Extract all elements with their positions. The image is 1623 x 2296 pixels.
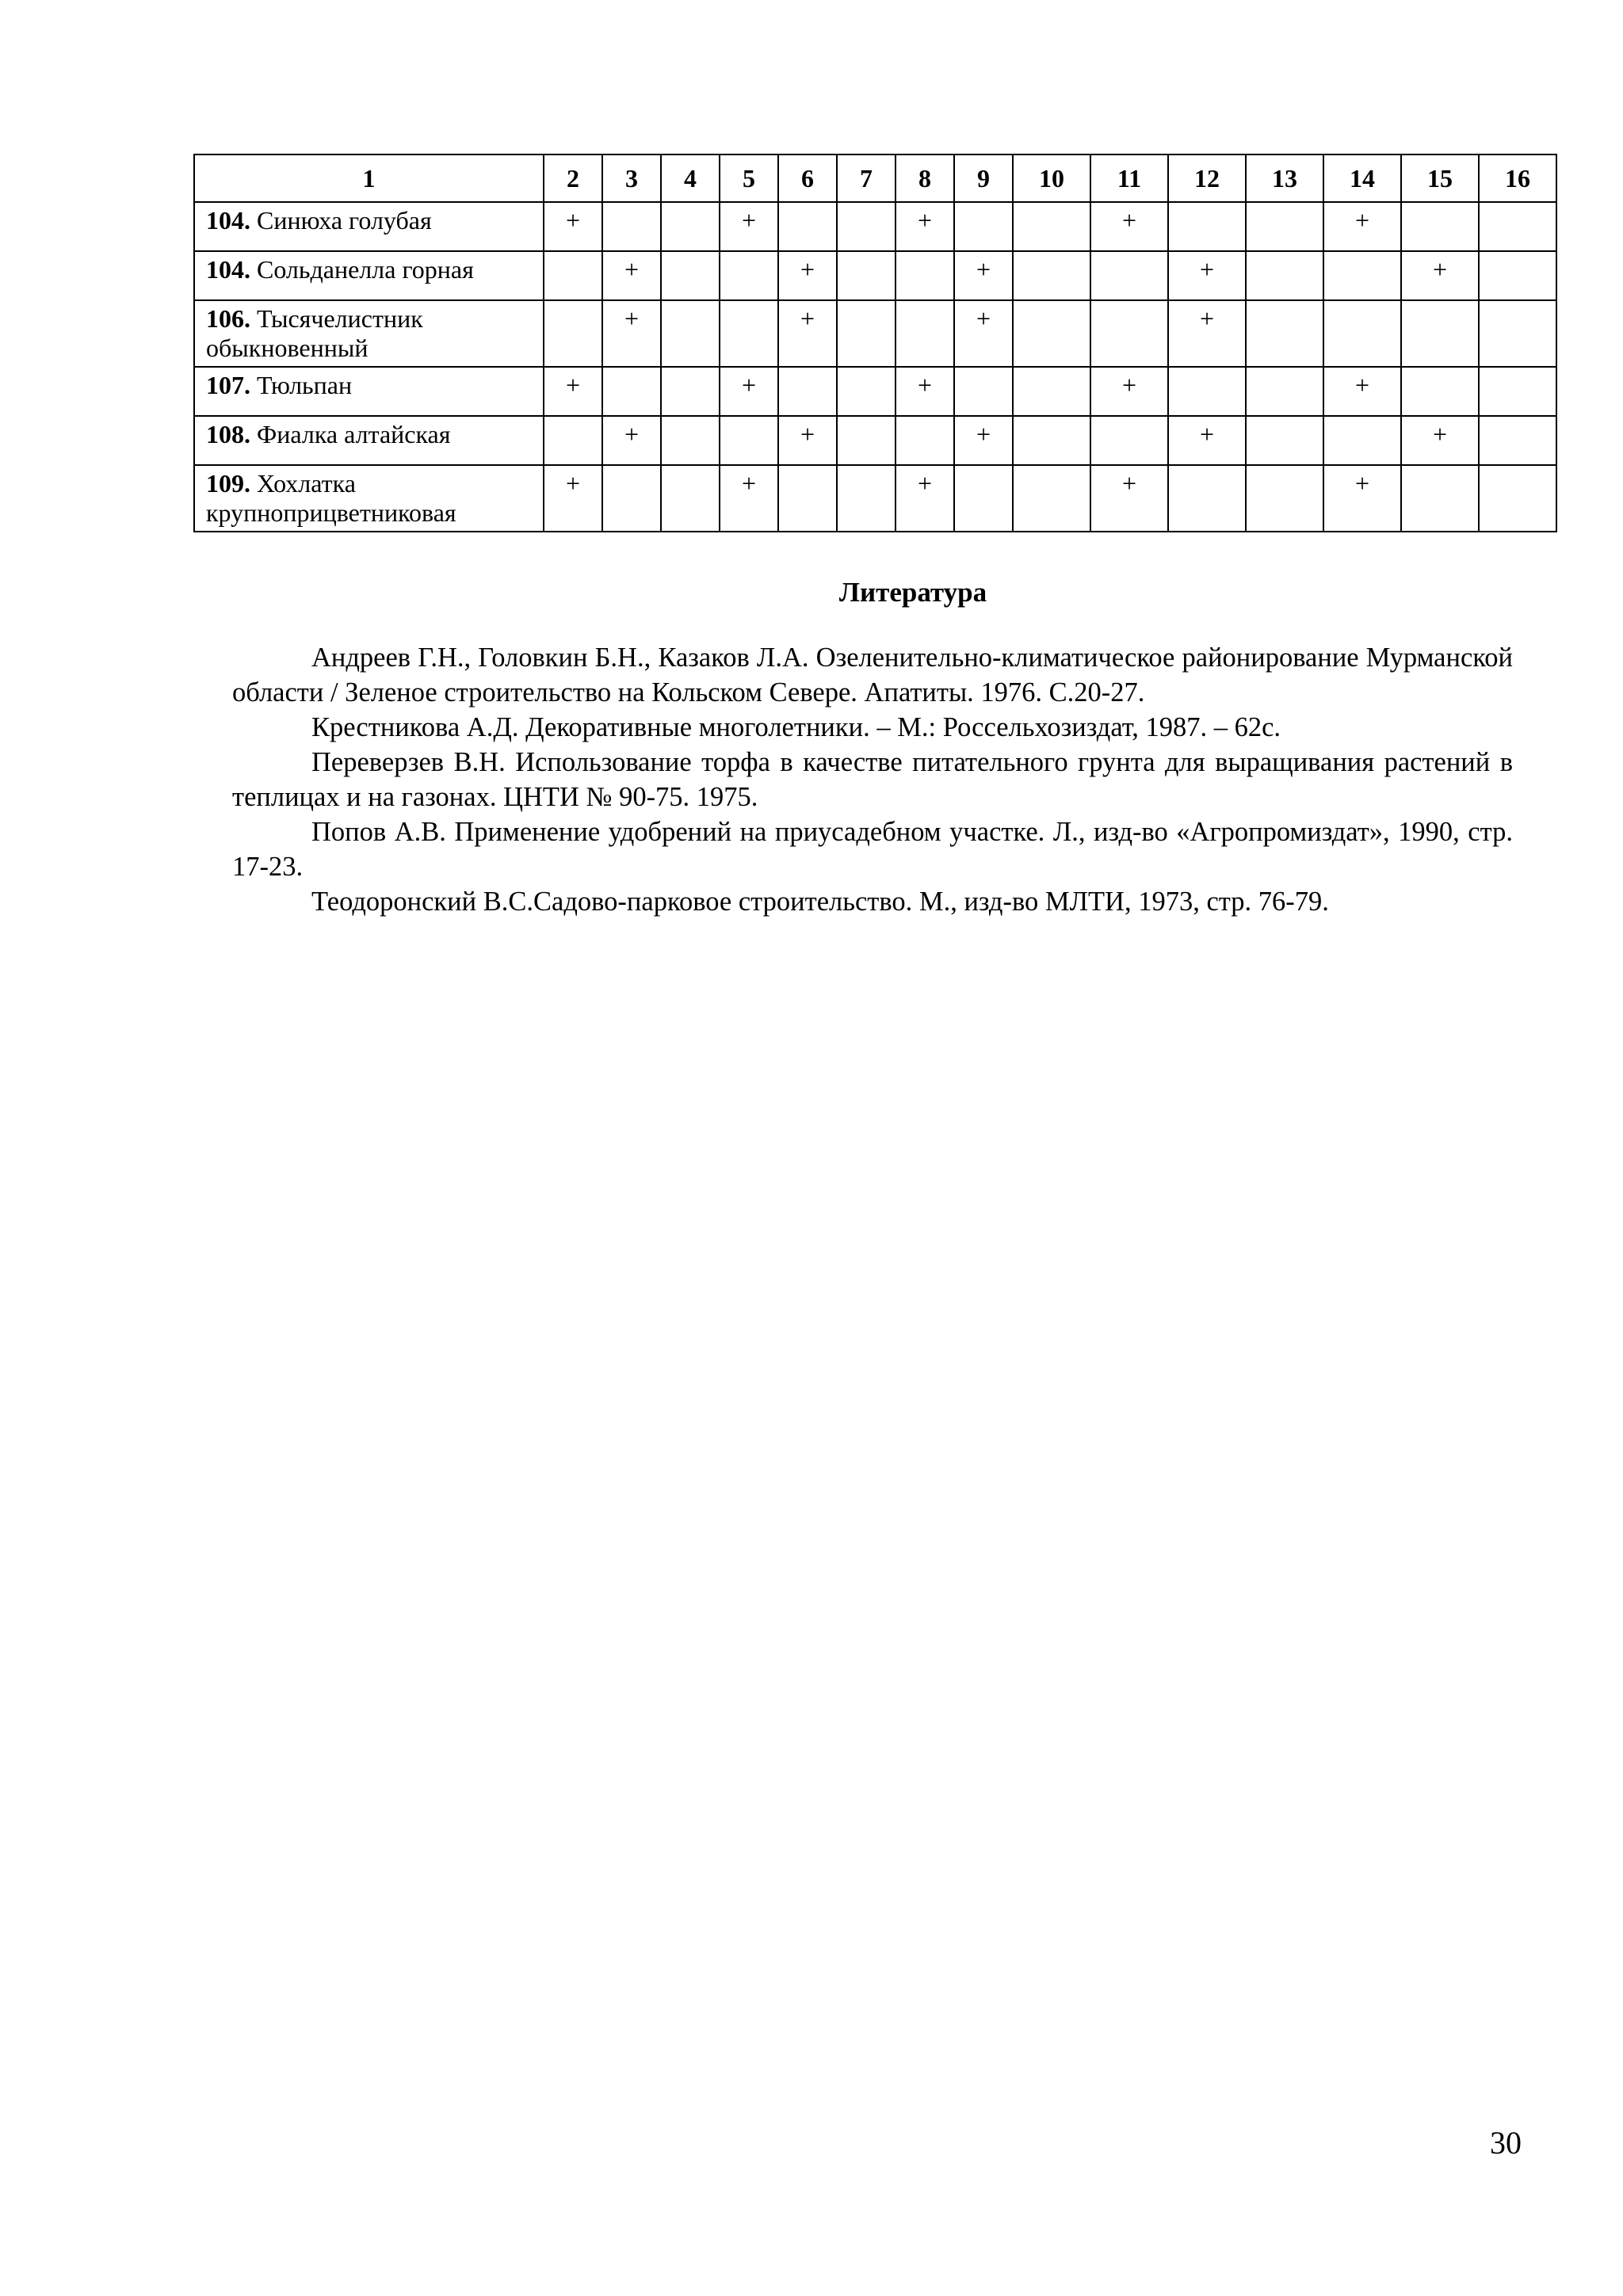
plant-name-cell <box>194 202 544 251</box>
plant-number: 104. <box>206 206 250 235</box>
plant-name-cell <box>194 300 544 367</box>
column-header: 5 <box>720 154 778 202</box>
mark-cell <box>1401 367 1479 416</box>
mark-cell <box>720 416 778 465</box>
mark-cell <box>1401 202 1479 251</box>
mark-cell <box>1323 251 1401 300</box>
mark-cell <box>954 202 1013 251</box>
mark-cell <box>1246 416 1323 465</box>
mark-cell <box>896 416 954 465</box>
mark-cell <box>837 416 896 465</box>
column-header: 15 <box>1401 154 1479 202</box>
mark-cell <box>602 202 661 251</box>
column-header: 12 <box>1168 154 1246 202</box>
column-header: 10 <box>1013 154 1090 202</box>
column-header: 3 <box>602 154 661 202</box>
table-row <box>194 202 1556 251</box>
plant-number: 107. <box>206 371 250 399</box>
mark-cell: + <box>778 251 837 300</box>
mark-cell <box>602 367 661 416</box>
mark-cell <box>837 367 896 416</box>
mark-cell: + <box>1168 300 1246 367</box>
mark-cell: + <box>602 251 661 300</box>
mark-cell <box>896 251 954 300</box>
mark-cell <box>837 300 896 367</box>
mark-cell: + <box>544 367 602 416</box>
mark-cell <box>1246 465 1323 532</box>
column-header: 6 <box>778 154 837 202</box>
mark-cell <box>1246 367 1323 416</box>
mark-cell <box>1323 416 1401 465</box>
mark-cell <box>837 465 896 532</box>
mark-cell: + <box>720 367 778 416</box>
mark-cell <box>1246 251 1323 300</box>
mark-cell: + <box>1323 202 1401 251</box>
mark-cell <box>1479 465 1556 532</box>
mark-cell <box>1401 300 1479 367</box>
mark-cell <box>661 251 720 300</box>
literature-heading: Литература <box>838 577 987 608</box>
mark-cell <box>954 465 1013 532</box>
mark-cell <box>954 367 1013 416</box>
mark-cell: + <box>954 251 1013 300</box>
mark-cell <box>778 202 837 251</box>
mark-cell <box>544 416 602 465</box>
column-header: 7 <box>837 154 896 202</box>
mark-cell <box>720 251 778 300</box>
mark-cell: + <box>720 202 778 251</box>
plant-table <box>193 154 1557 532</box>
table-row <box>194 367 1556 416</box>
mark-cell <box>1479 300 1556 367</box>
column-header: 9 <box>954 154 1013 202</box>
mark-cell <box>778 465 837 532</box>
mark-cell <box>1090 300 1168 367</box>
plant-name: Хохлатка крупноприцветниковая <box>206 469 456 527</box>
mark-cell: + <box>778 416 837 465</box>
table-row <box>194 300 1556 367</box>
plant-name: Тысячелистник обыкновенный <box>206 304 423 362</box>
mark-cell <box>1168 367 1246 416</box>
mark-cell: + <box>1401 251 1479 300</box>
mark-cell <box>837 251 896 300</box>
mark-cell <box>661 465 720 532</box>
mark-cell <box>661 300 720 367</box>
mark-cell: + <box>1090 202 1168 251</box>
mark-cell: + <box>544 465 602 532</box>
plant-number: 109. <box>206 469 250 498</box>
plant-name: Фиалка алтайская <box>257 420 451 448</box>
reference-item: Переверзев В.Н. Использование торфа в качестве питательного грунта для выращивания растений в теплицах и на газонах. ЦНТИ № 90-75. 1975. <box>232 747 1513 812</box>
mark-cell <box>1401 465 1479 532</box>
plant-name-cell <box>194 367 544 416</box>
column-header: 8 <box>896 154 954 202</box>
mark-cell: + <box>896 465 954 532</box>
mark-cell <box>1090 251 1168 300</box>
mark-cell <box>1013 465 1090 532</box>
mark-cell: + <box>1090 465 1168 532</box>
mark-cell: + <box>1323 465 1401 532</box>
mark-cell <box>1246 202 1323 251</box>
mark-cell <box>1168 465 1246 532</box>
table-row <box>194 416 1556 465</box>
plant-name: Синюха голубая <box>257 206 432 235</box>
table-header-row <box>194 154 1556 202</box>
column-header: 16 <box>1479 154 1556 202</box>
column-header: 4 <box>661 154 720 202</box>
mark-cell <box>544 300 602 367</box>
mark-cell <box>602 465 661 532</box>
mark-cell <box>1479 251 1556 300</box>
page-number: 30 <box>1490 2125 1522 2161</box>
column-header: 1 <box>194 154 544 202</box>
mark-cell: + <box>544 202 602 251</box>
mark-cell <box>1246 300 1323 367</box>
mark-cell: + <box>602 416 661 465</box>
mark-cell <box>1479 367 1556 416</box>
mark-cell <box>1323 300 1401 367</box>
mark-cell <box>1168 202 1246 251</box>
plant-name: Сольданелла горная <box>257 255 474 284</box>
column-header: 14 <box>1323 154 1401 202</box>
column-header: 11 <box>1090 154 1168 202</box>
mark-cell <box>1479 416 1556 465</box>
plant-name: Тюльпан <box>257 371 353 399</box>
mark-cell: + <box>1168 416 1246 465</box>
mark-cell: + <box>1168 251 1246 300</box>
mark-cell <box>896 300 954 367</box>
plant-number: 104. <box>206 255 250 284</box>
plant-number: 106. <box>206 304 250 333</box>
mark-cell: + <box>602 300 661 367</box>
reference-item: Андреев Г.Н., Головкин Б.Н., Казаков Л.А. Озеленительно-климатическое районирование Мурманской области / Зеленое строительство на Кольском Севере. Апатиты. 1976. С.20-27. <box>232 643 1513 707</box>
plant-name-cell <box>194 465 544 532</box>
mark-cell <box>661 416 720 465</box>
mark-cell: + <box>954 300 1013 367</box>
mark-cell <box>661 202 720 251</box>
mark-cell: + <box>896 367 954 416</box>
mark-cell <box>1013 251 1090 300</box>
reference-item: Теодоронский В.С.Садово-парковое строительство. М., изд-во МЛТИ, 1973, стр. 76-79. <box>311 887 1329 917</box>
mark-cell <box>1013 202 1090 251</box>
mark-cell: + <box>778 300 837 367</box>
mark-cell <box>1013 300 1090 367</box>
mark-cell <box>1013 416 1090 465</box>
mark-cell: + <box>1401 416 1479 465</box>
table-row <box>194 251 1556 300</box>
mark-cell: + <box>1323 367 1401 416</box>
mark-cell <box>720 300 778 367</box>
mark-cell <box>1479 202 1556 251</box>
plant-name-cell <box>194 251 544 300</box>
mark-cell <box>1013 367 1090 416</box>
mark-cell: + <box>1090 367 1168 416</box>
table-row <box>194 465 1556 532</box>
column-header: 13 <box>1246 154 1323 202</box>
reference-item: Попов А.В. Применение удобрений на приусадебном участке. Л., изд-во «Агропромиздат», 1990, стр. 17-23. <box>232 817 1513 882</box>
mark-cell <box>544 251 602 300</box>
reference-list <box>232 640 1513 919</box>
plant-number: 108. <box>206 420 250 448</box>
mark-cell <box>837 202 896 251</box>
plant-name-cell <box>194 416 544 465</box>
mark-cell: + <box>954 416 1013 465</box>
column-header: 2 <box>544 154 602 202</box>
reference-item: Крестникова А.Д. Декоративные многолетники. – М.: Россельхозиздат, 1987. – 62с. <box>311 712 1281 742</box>
mark-cell: + <box>720 465 778 532</box>
mark-cell: + <box>896 202 954 251</box>
mark-cell <box>1090 416 1168 465</box>
mark-cell <box>778 367 837 416</box>
mark-cell <box>661 367 720 416</box>
